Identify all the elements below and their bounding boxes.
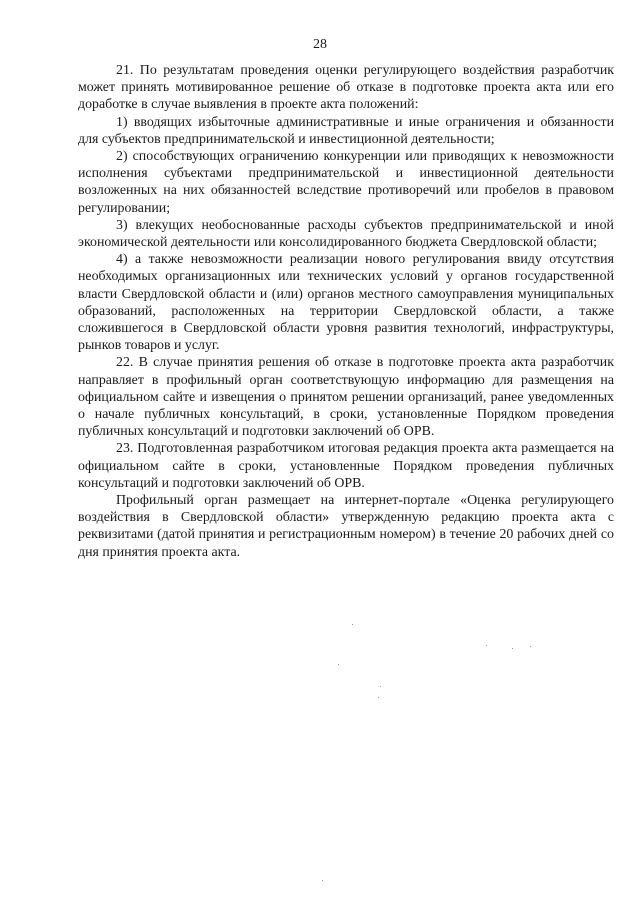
- paragraph-21: 21. По результатам проведения оценки регулирующего воздействия разработчик может принять мотивированное решение об отказе в подготовке проекта акта или его доработке в случае выявления в проекте акта положений:: [78, 63, 614, 113]
- page-body: [78, 62, 614, 561]
- list-item-1: 1) вводящих избыточные административные и иные ограничения и обязанности для субъектов предпринимательской и инвестиционной деятельности;: [78, 114, 614, 147]
- list-item-2: 2) способствующих ограничению конкуренции или приводящих к невозможности исполнения субъектами предпринимательской и инвестиционной деятельности возложенных на них обязанностей вследствие противоречий или пробелов в правовом регулировании;: [78, 149, 614, 216]
- paragraph-23: 23. Подготовленная разработчиком итоговая редакция проекта акта размещается на официальном сайте в сроки, установленные Порядком проведения публичных консультаций и подготовки заключений об ОРВ.: [78, 441, 614, 491]
- paragraph-22: 22. В случае принятия решения об отказе в подготовке проекта акта разработчик направляет в профильный орган соответствующую информацию для размещения на официальном сайте и извещения о принятом решении организаций, ранее уведомленных о начале публичных консультаций, в сроки, установленные Порядком проведения публичных консультаций и подготовки заключений об ОРВ.: [78, 355, 614, 440]
- list-item-3: 3) влекущих необоснованные расходы субъектов предпринимательской и иной экономической деятельности или консолидированного бюджета Свердловской области;: [78, 217, 614, 251]
- scan-speck: [322, 880, 323, 881]
- scan-speck: [380, 686, 381, 687]
- list-item-4: 4) а также невозможности реализации нового регулирования ввиду отсутствия необходимых организационных или технических условий у органов государственной власти Свердловской области и (или) органов местного самоуправления муниципальных образований, расположенных на территории Свердловской области, а также сложившегося в Свердловской области уровня развития технологий, инфраструктуры, рынков товаров и услуг.: [78, 252, 614, 354]
- scan-speck: [486, 645, 487, 646]
- scan-speck: [338, 664, 339, 665]
- scan-speck: [512, 648, 513, 649]
- scan-speck: [378, 697, 379, 698]
- scan-speck: [352, 624, 353, 625]
- scan-speck: [530, 646, 531, 647]
- paragraph-profile-organ: Профильный орган размещает на интернет-портале «Оценка регулирующего воздействия в Свердловской области» утвержденную редакцию проекта акта с реквизитами (датой принятия и регистрационным номером) в течение 20 рабочих дней со дня принятия проекта акта.: [78, 493, 614, 560]
- page-number: 28: [313, 37, 327, 52]
